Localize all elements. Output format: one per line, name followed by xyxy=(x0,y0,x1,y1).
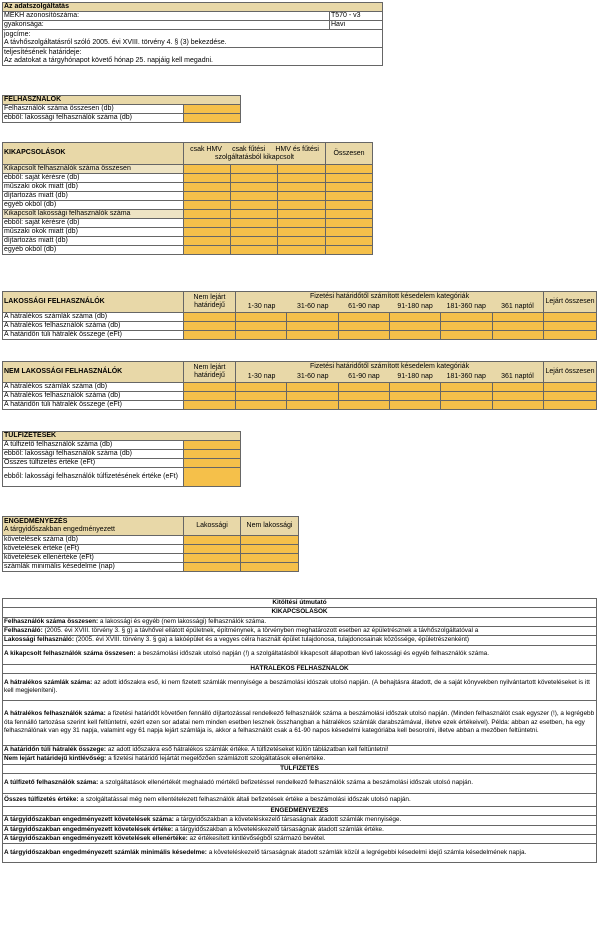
nem-lejart-header: Nem lejárt határidejű xyxy=(184,292,236,313)
tul-row-label: Összes túlfizetés értéke (eFt) xyxy=(3,459,184,468)
eng-input[interactable] xyxy=(241,545,299,554)
tul-row-label: ebből: lakossági felhasználók túlfizetésének értéke (eFt) xyxy=(3,468,184,487)
kik-input[interactable] xyxy=(326,165,373,174)
kikapcsolasok-table xyxy=(2,142,373,255)
lak-input[interactable] xyxy=(390,313,441,322)
kik-row-label: egyéb okból (db) xyxy=(3,246,184,255)
kik-input[interactable] xyxy=(326,237,373,246)
kik-input[interactable] xyxy=(326,228,373,237)
felhasznalok-title: FELHASZNÁLÓK xyxy=(3,96,241,105)
tul-input[interactable] xyxy=(184,450,241,459)
tul-input[interactable] xyxy=(184,459,241,468)
kik-input[interactable] xyxy=(326,246,373,255)
nlak-row-label: A hátralékos felhasználók száma (db) xyxy=(3,392,184,401)
eng-input[interactable] xyxy=(184,554,241,563)
felhasznalok-row-label: ebből: lakossági felhasználók száma (db) xyxy=(3,114,184,123)
kik-input[interactable] xyxy=(184,174,231,183)
kik-input[interactable] xyxy=(184,210,231,219)
kategoria-header: Fizetési határidőtől számított késedelem kategóriák 1-30 nap 31-60 nap 61-90 nap 91-180 nap 181-360 nap 361 naptól xyxy=(236,292,544,313)
kik-input[interactable] xyxy=(231,246,278,255)
tulfizetesek-title: TÚLFIZETÉSEK xyxy=(3,432,241,441)
tul-row-label: A túlfizető felhasználók száma (db) xyxy=(3,441,184,450)
utmutato-section-engedmenyezes: ENGEDMÉNYEZÉS xyxy=(3,806,597,815)
kik-input[interactable] xyxy=(231,201,278,210)
hatarido-cell: teljesítésének határideje: Az adatokat a tárgyhónapot követő hónap 25. napjáig kell megadni. xyxy=(3,48,383,66)
nlak-input[interactable] xyxy=(339,383,390,392)
utmutato-section-tulfizetes: TÚLFIZETÉS xyxy=(3,764,597,773)
kik-input[interactable] xyxy=(184,246,231,255)
lak-input[interactable] xyxy=(493,313,544,322)
lak-input[interactable] xyxy=(287,313,339,322)
lak-input[interactable] xyxy=(544,313,597,322)
eng-input[interactable] xyxy=(241,554,299,563)
lak-input[interactable] xyxy=(390,322,441,331)
eng-row-label: követelések ellenértéke (eFt) xyxy=(3,554,184,563)
nlak-input[interactable] xyxy=(390,383,441,392)
lakossagi-table xyxy=(2,291,597,340)
kik-input[interactable] xyxy=(278,174,326,183)
kik-row-label: műszaki okok miatt (db) xyxy=(3,183,184,192)
mekh-id-label: MEKH azonosítószáma: xyxy=(3,12,330,21)
kategoria-header: Fizetési határidőtől számított késedelem kategóriák 1-30 nap 31-60 nap 61-90 nap 91-180 nap 181-360 nap 361 naptól xyxy=(236,362,544,383)
felhasznalok-input[interactable] xyxy=(184,114,241,123)
engedmenyezes-title-cell: ENGEDMÉNYEZÉS A tárgyidőszakban engedményezett xyxy=(3,517,184,536)
kik-input[interactable] xyxy=(184,183,231,192)
nlak-input[interactable] xyxy=(184,401,236,410)
nlak-input[interactable] xyxy=(236,383,287,392)
kik-row-label: műszaki okok miatt (db) xyxy=(3,228,184,237)
kik-row-label: ebből: saját kérésre (db) xyxy=(3,219,184,228)
kik-row-label: díjtartozás miatt (db) xyxy=(3,237,184,246)
utmutato-section-kikapcsolasok: KIKAPCSOLÁSOK xyxy=(3,608,597,617)
tul-input[interactable] xyxy=(184,441,241,450)
utmutato-item: Felhasználó: (2005. évi XVIII. törvény 3. § g) a távhővel ellátott épületnek, építménynek, a törvényben meghatározott esetben az épületrésznek a távhőszolgáltatóval a xyxy=(3,626,597,635)
kikapcsolasok-col-group: csak HMV csak fűtési HMV és fűtési szolgáltatásból kikapcsolt xyxy=(184,143,326,165)
lak-input[interactable] xyxy=(441,322,493,331)
eng-row-label: számlák minimális késedelme (nap) xyxy=(3,563,184,572)
utmutato-title: Kitöltési útmutató xyxy=(3,599,597,608)
nlak-input[interactable] xyxy=(544,392,597,401)
lak-input[interactable] xyxy=(544,322,597,331)
kik-input[interactable] xyxy=(278,201,326,210)
kik-input[interactable] xyxy=(326,183,373,192)
nlak-input[interactable] xyxy=(287,392,339,401)
kik-input[interactable] xyxy=(231,183,278,192)
nlak-input[interactable] xyxy=(441,401,493,410)
kikapcsolasok-title: KIKAPCSOLÁSOK xyxy=(3,143,184,165)
nlak-input[interactable] xyxy=(184,383,236,392)
frequency-value: Havi xyxy=(330,21,383,30)
nlak-input[interactable] xyxy=(184,392,236,401)
kik-input[interactable] xyxy=(326,192,373,201)
lak-input[interactable] xyxy=(287,322,339,331)
kik-input[interactable] xyxy=(184,237,231,246)
felhasznalok-row-label: Felhasználók száma összesen (db) xyxy=(3,105,184,114)
utmutato-item: A hátralékos számlák száma: az adott időszakra eső, ki nem fizetett számlák mennyisége a beszámolási idószak utolsó napján. (A behajtásra átadott, de a saját könyvekben nyilvántartott követeléseket is itt kell megjeleníteni). xyxy=(3,673,597,700)
mekh-id-value: T570 - v3 xyxy=(330,12,383,21)
utmutato-item: Lakossági felhasználó: (2005. évi XVIII. törvény 3. § ga) a lakóépület és a vegyes célra használt épület tulajdonosa, tulajdonosainak közössége, épületrészenként) xyxy=(3,636,597,645)
lak-input[interactable] xyxy=(339,313,390,322)
kik-input[interactable] xyxy=(184,192,231,201)
kikapcsolasok-group1: Kikapcsolt felhasználók száma összesen xyxy=(3,165,184,174)
kik-input[interactable] xyxy=(231,210,278,219)
kik-input[interactable] xyxy=(231,174,278,183)
lak-row-label: A hátralékos számlák száma (db) xyxy=(3,313,184,322)
kik-input[interactable] xyxy=(231,192,278,201)
nlak-input[interactable] xyxy=(493,383,544,392)
kik-input[interactable] xyxy=(326,219,373,228)
kikapcsolasok-col-osszesen: Összesen xyxy=(326,143,373,165)
lak-input[interactable] xyxy=(184,313,236,322)
kik-input[interactable] xyxy=(231,237,278,246)
lak-input[interactable] xyxy=(236,322,287,331)
utmutato-item: A tárgyidőszakban engedményezett követelések száma: a tárgyidőszakban a követeléskezelő társaságnak átadott számlák mennyisége. xyxy=(3,816,597,825)
kik-input[interactable] xyxy=(231,165,278,174)
lak-input[interactable] xyxy=(236,313,287,322)
lejart-header: Lejárt összesen xyxy=(544,292,597,313)
utmutato-item: Összes túlfizetés értéke: a szolgáltatással még nem ellentételezett felhasználók általi befizetések értéke a beszámolási időszak utolsó napján. xyxy=(3,793,597,806)
adatszolgaltatas-table xyxy=(2,2,383,66)
nlak-input[interactable] xyxy=(493,392,544,401)
lak-input[interactable] xyxy=(184,322,236,331)
nlak-input[interactable] xyxy=(339,392,390,401)
utmutato-item: A kikapcsolt felhasználók száma összesen: a beszámolási időszak utolsó napján (!) a szolgáltatásból kikapcsolt állapotban lévő lakossági és egyéb felhasználók száma. xyxy=(3,645,597,664)
utmutato-item: A tárgyidőszakban engedményezett számlák minimális késedelme: a követeléskezelő társaságnak átadott számlák közül a legrégebbi késedelmi idejű számla késedelmének napja. xyxy=(3,844,597,863)
kikapcsolasok-group2: Kikapcsolt lakossági felhasználók száma xyxy=(3,210,184,219)
nlak-input[interactable] xyxy=(544,401,597,410)
kik-input[interactable] xyxy=(278,219,326,228)
eng-input[interactable] xyxy=(184,545,241,554)
kik-input[interactable] xyxy=(278,165,326,174)
utmutato-section-hatralekos: HÁTRALÉKOS FELHASZNÁLÓK xyxy=(3,664,597,673)
kik-input[interactable] xyxy=(184,219,231,228)
nem-lakossagi-table xyxy=(2,361,597,410)
kik-input[interactable] xyxy=(184,228,231,237)
nlak-input[interactable] xyxy=(236,392,287,401)
felhasznalok-table xyxy=(2,95,241,123)
eng-input[interactable] xyxy=(184,536,241,545)
kik-input[interactable] xyxy=(326,210,373,219)
kik-input[interactable] xyxy=(231,228,278,237)
utmutato-item: A határidőn túli hátralék összege: az adott időszakra eső hátralékos számlák értéke. A túlfizetéseket külön táblázatban kell feltüntetni! xyxy=(3,745,597,754)
kik-input[interactable] xyxy=(326,174,373,183)
utmutato-item: A hátralékos felhasználók száma: a fizetési határidőt követően fennálló díjtartozással rendelkező felhasználók száma a beszámolási időszak utolsó napján. (Minden felhasználót csak egyszer (!), a legrégebb óta fennálló tartozása szerint kell feltüntetni, ezért ezen sor adatai nem minden esetben lesznek összhangban a hátralékos számlák darabszámával, illetve ezek értékeivel). Példa: abban az esetben, ha egy felhasználónak van egy 31 napja, valamint egy 61 napja lejárt számlája is, akkor a felhasználót csak a 61-90 napos késedelmi kategóriába kell besorolni, illetve abban a mezőben feltüntetni. xyxy=(3,700,597,745)
nlak-input[interactable] xyxy=(287,383,339,392)
kik-row-label: díjtartozás miatt (db) xyxy=(3,192,184,201)
nlak-input[interactable] xyxy=(493,401,544,410)
lak-input[interactable] xyxy=(339,322,390,331)
kik-input[interactable] xyxy=(184,201,231,210)
utmutato-item: A tárgyidőszakban engedményezett követelések értéke: a tárgyidőszakban a követeléskezelő társaságnak átadott számlák értéke. xyxy=(3,825,597,834)
lak-input[interactable] xyxy=(493,322,544,331)
eng-col-lakossagi: Lakossági xyxy=(184,517,241,536)
lak-row-label: A hátralékos felhasználók száma (db) xyxy=(3,322,184,331)
lak-input[interactable] xyxy=(390,331,441,340)
nlak-input[interactable] xyxy=(441,392,493,401)
utmutato-item: A túlfizető felhasználók száma: a szolgáltatások ellenértékét meghaladó mértékű befizetéssel rendelkező felhasználók száma a beszámolási időszak utolsó napján. xyxy=(3,773,597,793)
eng-input[interactable] xyxy=(184,563,241,572)
nem-lakossagi-title: NEM LAKOSSÁGI FELHASZNÁLÓK xyxy=(3,362,184,383)
utmutato-item: A tárgyidőszakban engedményezett követelések ellenértéke: az értékesített kintlévőségből származó bevétel. xyxy=(3,834,597,843)
nlak-input[interactable] xyxy=(390,401,441,410)
nlak-input[interactable] xyxy=(339,401,390,410)
eng-input[interactable] xyxy=(241,563,299,572)
lak-input[interactable] xyxy=(339,331,390,340)
lak-input[interactable] xyxy=(441,331,493,340)
utmutato-item: Nem lejárt határidejű kintlévőség: a fizetési határidő lejártát megelőzően számlázott szolgáltatások ellenértéke. xyxy=(3,755,597,764)
lak-input[interactable] xyxy=(184,331,236,340)
felhasznalok-input[interactable] xyxy=(184,105,241,114)
eng-col-nem-lakossagi: Nem lakossági xyxy=(241,517,299,536)
lak-input[interactable] xyxy=(236,331,287,340)
eng-input[interactable] xyxy=(241,536,299,545)
nlak-input[interactable] xyxy=(236,401,287,410)
lakossagi-title: LAKOSSÁGI FELHASZNÁLÓK xyxy=(3,292,184,313)
kik-input[interactable] xyxy=(278,210,326,219)
eng-row-label: követelések értéke (eFt) xyxy=(3,545,184,554)
lak-input[interactable] xyxy=(287,331,339,340)
kik-input[interactable] xyxy=(278,192,326,201)
tul-input[interactable] xyxy=(184,468,241,487)
nlak-input[interactable] xyxy=(287,401,339,410)
kik-input[interactable] xyxy=(231,219,278,228)
nlak-row-label: A határidőn túli hátralék összege (eFt) xyxy=(3,401,184,410)
lak-input[interactable] xyxy=(544,331,597,340)
kitoltesi-utmutato xyxy=(2,598,597,863)
kik-input[interactable] xyxy=(278,228,326,237)
tulfizetesek-table xyxy=(2,431,241,487)
utmutato-item: Felhasználók száma összesen: a lakossági és egyéb (nem lakossági) felhasználók száma. xyxy=(3,617,597,626)
adatszolgaltatas-title: Az adatszolgáltatás xyxy=(3,3,383,12)
kik-row-label: egyéb okból (db) xyxy=(3,201,184,210)
engedmenyezes-table xyxy=(2,516,299,572)
kik-input[interactable] xyxy=(278,183,326,192)
lak-input[interactable] xyxy=(441,313,493,322)
kik-input[interactable] xyxy=(184,165,231,174)
nlak-input[interactable] xyxy=(441,383,493,392)
nlak-input[interactable] xyxy=(390,392,441,401)
kik-input[interactable] xyxy=(326,201,373,210)
nlak-row-label: A hátralékos számlák száma (db) xyxy=(3,383,184,392)
nlak-input[interactable] xyxy=(544,383,597,392)
kik-input[interactable] xyxy=(278,237,326,246)
lak-row-label: A határidőn túli hátralék összege (eFt) xyxy=(3,331,184,340)
tul-row-label: ebből: lakossági felhasználók száma (db) xyxy=(3,450,184,459)
frequency-label: gyakorisága: xyxy=(3,21,330,30)
lak-input[interactable] xyxy=(493,331,544,340)
kik-row-label: ebből: saját kérésre (db) xyxy=(3,174,184,183)
lejart-header: Lejárt összesen xyxy=(544,362,597,383)
kik-input[interactable] xyxy=(278,246,326,255)
jogcim-cell: jogcíme: A távhőszolgáltatásról szóló 2005. évi XVIII. törvény 4. § (3) bekezdése. xyxy=(3,30,383,48)
eng-row-label: követelések száma (db) xyxy=(3,536,184,545)
nem-lejart-header: Nem lejárt határidejű xyxy=(184,362,236,383)
